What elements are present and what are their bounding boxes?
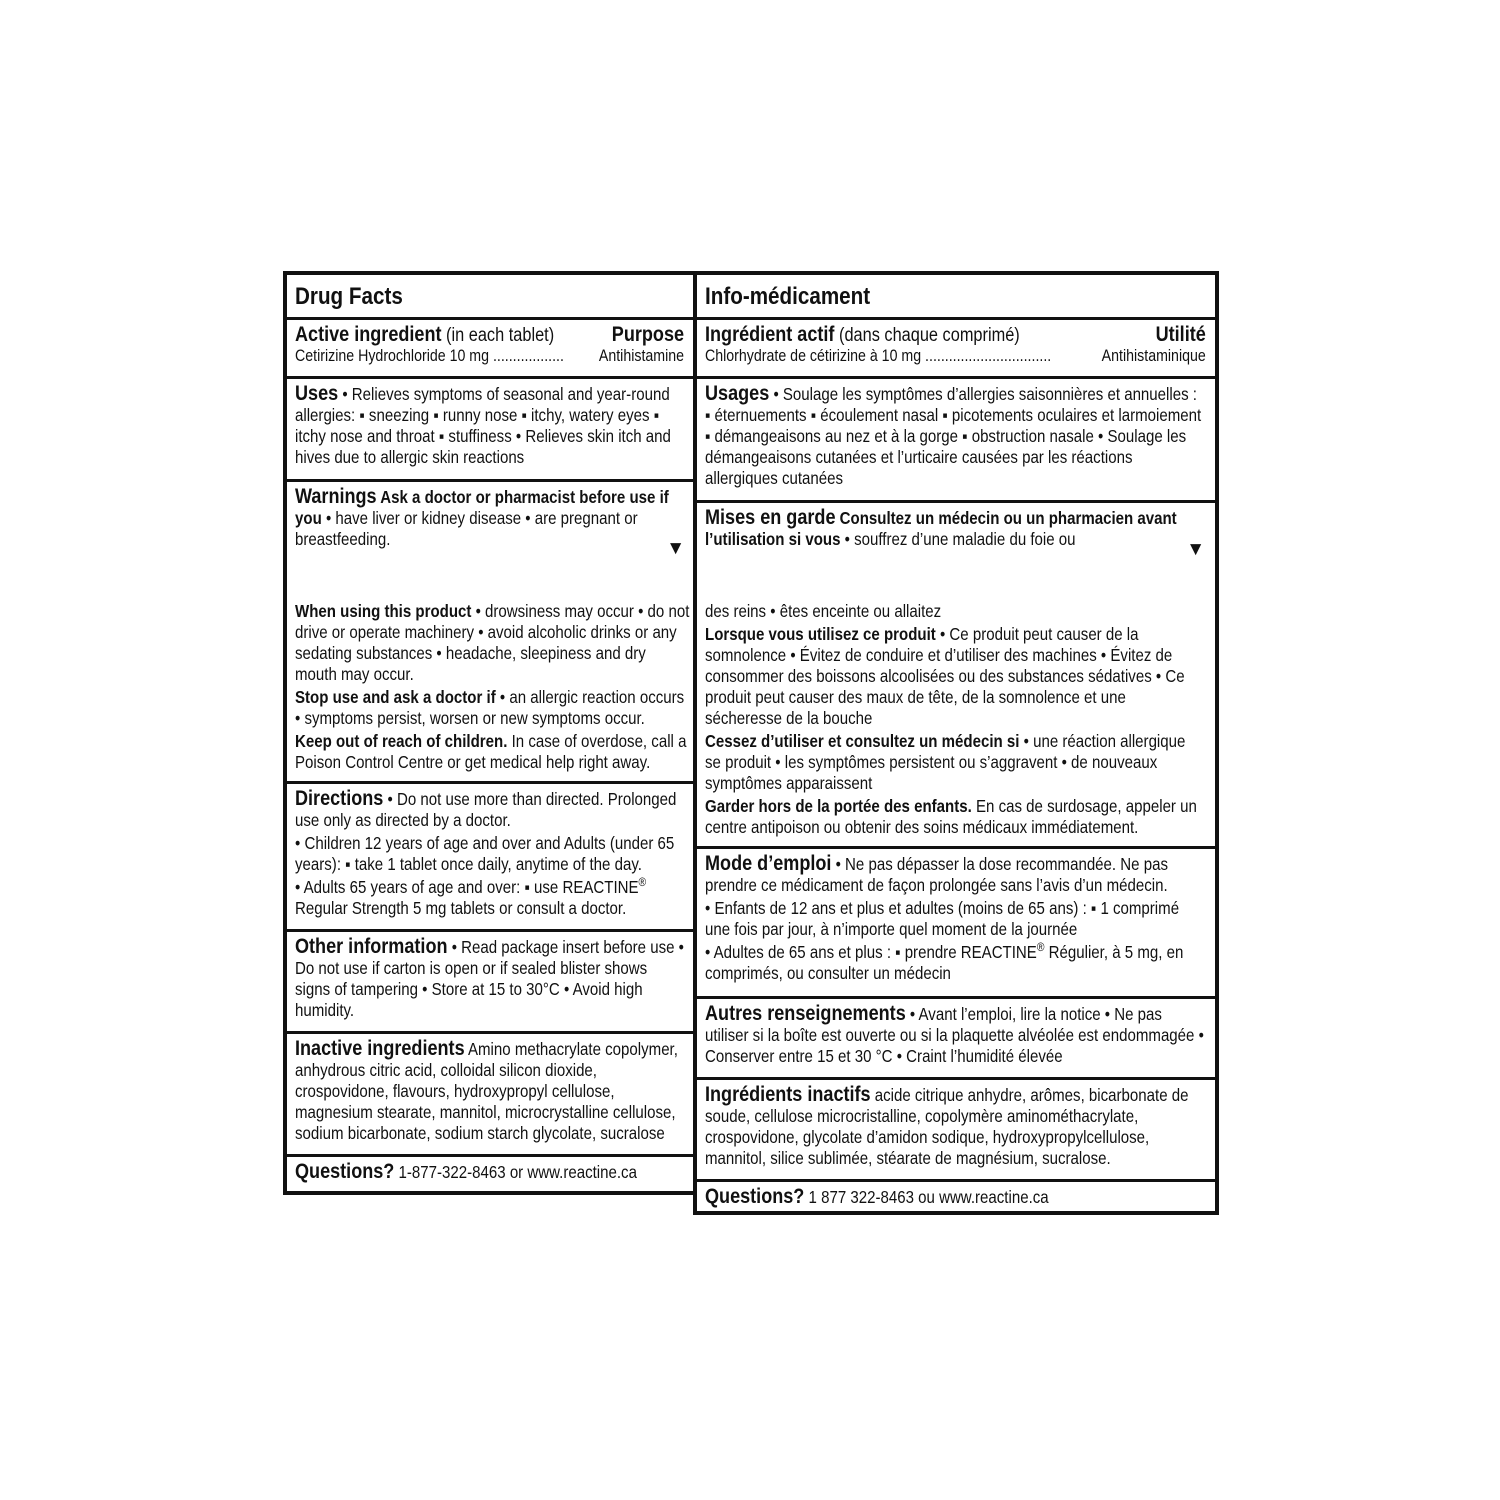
other-information-heading: Other information (295, 935, 448, 958)
garder-hors-heading: Garder hors de la portée des enfants. (705, 796, 972, 816)
stop-use-heading: Stop use and ask a doctor if (295, 687, 496, 707)
info-medicament-panel-fr (693, 271, 1219, 1215)
utilite-heading: Utilité (1155, 323, 1206, 346)
lorsque-heading: Lorsque vous utilisez ce produit (705, 624, 936, 644)
warnings-heading: Warnings (295, 485, 377, 508)
questions-fr-contact: 1 877 322-8463 ou www.reactine.ca (804, 1187, 1049, 1207)
drug-facts-title: Drug Facts (295, 283, 403, 310)
inactive-ingredients-heading: Inactive ingredients (295, 1037, 465, 1060)
questions-section (287, 1154, 693, 1191)
ingredient-actif-name: Chlorhydrate de cétirizine à 10 mg (705, 347, 922, 365)
mode-emploi-heading: Mode d’emploi (705, 852, 832, 875)
questions-contact: 1-877-322-8463 or www.reactine.ca (394, 1162, 637, 1182)
info-medicament-title: Info-médicament (705, 283, 871, 310)
active-ingredient-heading: Active ingredient (295, 323, 442, 346)
other-information-section: Other information • Read package insert before use • Do not use if carton is open or if sealed blister shows signs of tampering • Store at 15 to 30°C • Avoid high humidity. (287, 929, 693, 1031)
mode-emploi-section: Mode d’emploi • Ne pas dépasser la dose recommandée. Ne pas prendre ce médicament de façon prolongée sans l’avis d’un médecin. • Enfants de 12 ans et plus et adultes (moins de 65 ans) : ▪ 1 comprimé une fois par jour, à n’importe quel moment de la journée • Adultes de 65 ans et plus : ▪ prendre REACTINE® Régulier, à 5 mg, en comprimés, ou consulter un médecin (697, 846, 1215, 996)
active-ingredient-name: Cetirizine Hydrochloride 10 mg (295, 347, 490, 365)
usages-section (697, 376, 1215, 500)
warnings-section: Warnings Ask a doctor or pharmacist before use if you • have liver or kidney disease • are pregnant or breastfeeding. ▼ When using this product • drowsiness may occur • do not drive or operate machinery • avoid alcoholic drinks or any sedating substances • headache, sleepiness and dry mouth may occur. Stop use and ask a doctor if • an allergic reaction occurs • symptoms persist, worsen or new symptoms occur. Keep out of reach of children. In case of overdose, call a Poison Control Centre or get medical help right away. (287, 479, 693, 781)
active-ingredient-purpose: Antihistamine (598, 347, 685, 365)
usages-heading: Usages (705, 382, 770, 405)
ingredients-inactifs-section: Ingrédients inactifs acide citrique anhydre, arômes, bicarbonate de soude, cellulose microcristalline, copolymère aminométhacrylate, crospovidone, glycolate d’amidon sodique, hydroxypropylcellulose, mannitol, silice sublimée, stéarate de magnésium, sucralose. (697, 1077, 1215, 1179)
questions-fr-section (697, 1179, 1215, 1211)
ingredient-actif-section: Ingrédient actif (dans chaque comprimé) Utilité Chlorhydrate de cétirizine à 10 mg ................................ Antihistaminique (697, 317, 1215, 376)
active-ingredient-section: Active ingredient (in each tablet) Purpose Cetirizine Hydrochloride 10 mg .................. Antihistamine (287, 317, 693, 376)
uses-section (287, 376, 693, 479)
drug-facts-title-section (287, 275, 693, 317)
continue-arrow-icon: ▼ (666, 538, 685, 559)
questions-heading: Questions? (295, 1160, 395, 1183)
uses-heading: Uses (295, 382, 339, 405)
mises-en-garde-heading: Mises en garde (705, 506, 836, 529)
directions-heading: Directions (295, 787, 384, 810)
ingredients-inactifs-heading: Ingrédients inactifs (705, 1083, 871, 1106)
questions-fr-heading: Questions? (705, 1185, 805, 1208)
ingredient-actif-purpose: Antihistaminique (1101, 347, 1206, 365)
drug-facts-panel-en (283, 271, 697, 1195)
mises-en-garde-section: Mises en garde Consultez un médecin ou un pharmacien avant l’utilisation si vous • souffrez d’une maladie du foie ou ▼ des reins • êtes enceinte ou allaitez Lorsque vous utilisez ce produit • Ce produit peut causer de la somnolence • Évitez de conduire et d’utiliser des machines • Évitez de consommer des boissons alcoolisées ou des substances sédatives • Ce produit peut causer des maux de tête, de la somnolence et une sécheresse de la bouche Cessez d’utiliser et consultez un médecin si • une réaction allergique se produit • les symptômes persistent ou s’aggravent • de nouveaux symptômes apparaissent Garder hors de la portée des enfants. En cas de surdosage, appeler un centre antipoison ou obtenir des soins médicaux immédiatement. (697, 500, 1215, 846)
directions-section: Directions • Do not use more than directed. Prolonged use only as directed by a doctor. • Children 12 years of age and over and Adults (under 65 years): ▪ take 1 tablet once daily, anytime of the day. • Adults 65 years of age and over: ▪ use REACTINE® Regular Strength 5 mg tablets or consult a doctor. (287, 781, 693, 929)
autres-renseignements-heading: Autres renseignements (705, 1002, 906, 1025)
continue-arrow-icon: ▼ (1186, 539, 1205, 560)
ingredient-actif-heading: Ingrédient actif (705, 323, 835, 346)
usages-text: • Soulage les symptômes d’allergies saisonnières et annuelles : ▪ éternuements ▪ écoulement nasal ▪ picotements oculaires et larmoiement ▪ démangeaisons au nez et à la gorge ▪ obstruction nasale • Soulage les démangeaisons cutanées et l’urticaire causées par les réactions allergiques cutanées (705, 384, 1202, 488)
when-using-heading: When using this product (295, 601, 472, 621)
cessez-heading: Cessez d’utiliser et consultez un médecin si (705, 731, 1020, 751)
purpose-heading: Purpose (611, 323, 685, 346)
autres-renseignements-section: Autres renseignements • Avant l’emploi, lire la notice • Ne pas utiliser si la boîte est ouverte ou si la plaquette alvéolée est endommagée • Conserver entre 15 et 30 °C • Craint l’humidité élevée (697, 996, 1215, 1077)
keep-out-heading: Keep out of reach of children. (295, 731, 508, 751)
inactive-ingredients-section: Inactive ingredients Amino methacrylate copolymer, anhydrous citric acid, colloidal silicon dioxide, crospovidone, flavours, hydroxypropyl cellulose, magnesium stearate, mannitol, microcrystalline cellulose, sodium bicarbonate, sodium starch glycolate, sucralose (287, 1031, 693, 1154)
info-medicament-title-section (697, 275, 1215, 317)
uses-text: • Relieves symptoms of seasonal and year-round allergies: ▪ sneezing ▪ runny nose ▪ itchy, watery eyes ▪ itchy nose and throat ▪ stuffiness • Relieves skin itch and hives due to allergic skin reactions (295, 384, 671, 467)
